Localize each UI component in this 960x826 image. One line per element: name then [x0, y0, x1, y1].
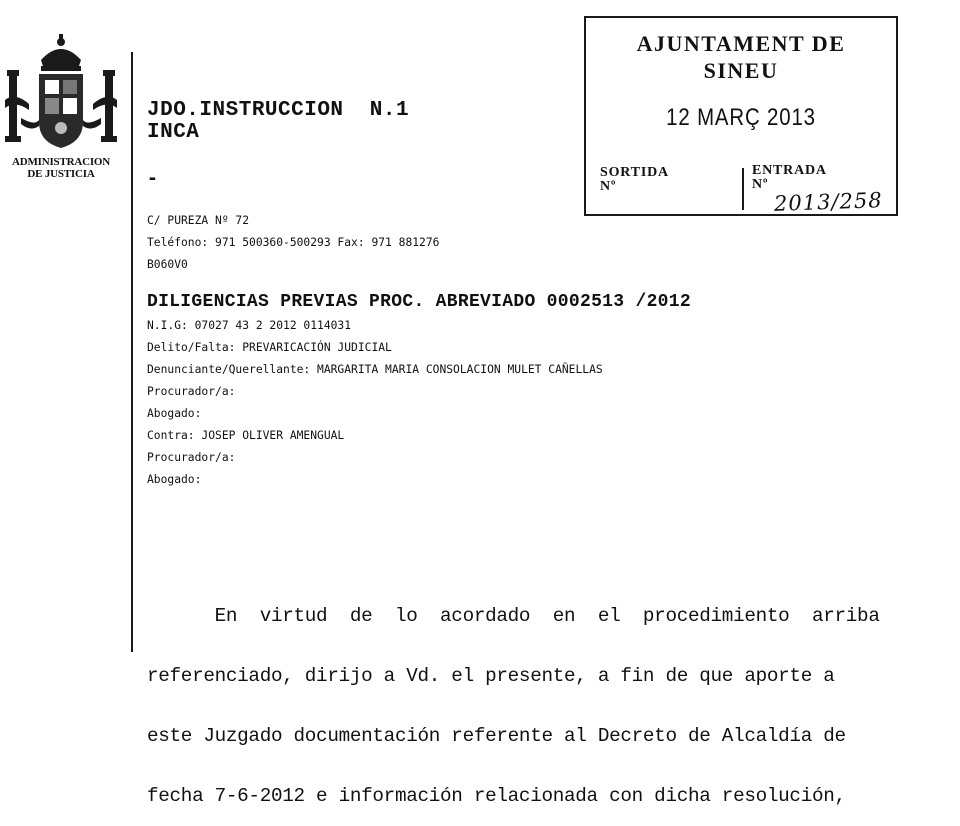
registry-stamp [584, 16, 898, 216]
margin-rule [131, 52, 133, 652]
stamp-title-line1: AJUNTAMENT DE [636, 31, 846, 56]
case-denunciante: Denunciante/Querellante: MARGARITA MARIA CONSOLACION MULET CAÑELLAS [147, 363, 603, 376]
court-address [147, 210, 439, 276]
sortida-number-label: Nº [600, 179, 617, 194]
court-name: JDO.INSTRUCCION N.1 [147, 99, 410, 122]
stamp-sortida [600, 166, 669, 194]
address-street: C/ PUREZA Nº 72 [147, 214, 250, 227]
stamp-title [586, 30, 896, 84]
case-abogado-2: Abogado: [147, 473, 202, 486]
case-nig: N.I.G: 07027 43 2 2012 0114031 [147, 319, 352, 332]
stamp-entrada [752, 164, 827, 192]
logo-caption-line1: ADMINISTRACION [11, 156, 111, 168]
body-paragraph [147, 566, 880, 826]
case-contra: Contra: JOSEP OLIVER AMENGUAL [147, 429, 345, 442]
case-abogado-1: Abogado: [147, 407, 202, 420]
stamp-date: 12 MARÇ 2013 [666, 104, 816, 131]
stamp-title-line2: SINEU [703, 58, 779, 83]
entrada-label: ENTRADA [752, 163, 827, 178]
logo-caption-line2: DE JUSTICIA [27, 168, 95, 180]
case-procurador-1: Procurador/a: [147, 385, 236, 398]
stamp-divider [742, 168, 744, 210]
body-line: este Juzgado documentación referente al Decreto de Alcaldía de [147, 725, 846, 747]
sortida-label: SORTIDA [600, 165, 669, 180]
court-dash: - [147, 168, 158, 189]
body-line: fecha 7-6-2012 e información relacionada con dicha resolución, [147, 785, 846, 807]
address-code: B060V0 [147, 258, 188, 271]
body-line: En virtud de lo acordado en el procedimiento arriba [147, 605, 880, 627]
case-delito: Delito/Falta: PREVARICACIÓN JUDICIAL [147, 341, 392, 354]
coat-of-arms-icon [1, 30, 121, 156]
address-phone: Teléfono: 971 500360-500293 Fax: 971 881276 [147, 236, 440, 249]
court-header [147, 100, 409, 144]
entrada-number: 2013/258 [773, 188, 883, 216]
case-procurador-2: Procurador/a: [147, 451, 236, 464]
body-line: referenciado, dirijo a Vd. el presente, a fin de que aporte a [147, 665, 835, 687]
court-city: INCA [147, 121, 200, 144]
entrada-number-label: Nº [752, 177, 769, 192]
case-title: DILIGENCIAS PREVIAS PROC. ABREVIADO 0002513 /2012 [147, 292, 691, 312]
coat-of-arms-logo [0, 30, 122, 190]
case-details [147, 315, 603, 491]
